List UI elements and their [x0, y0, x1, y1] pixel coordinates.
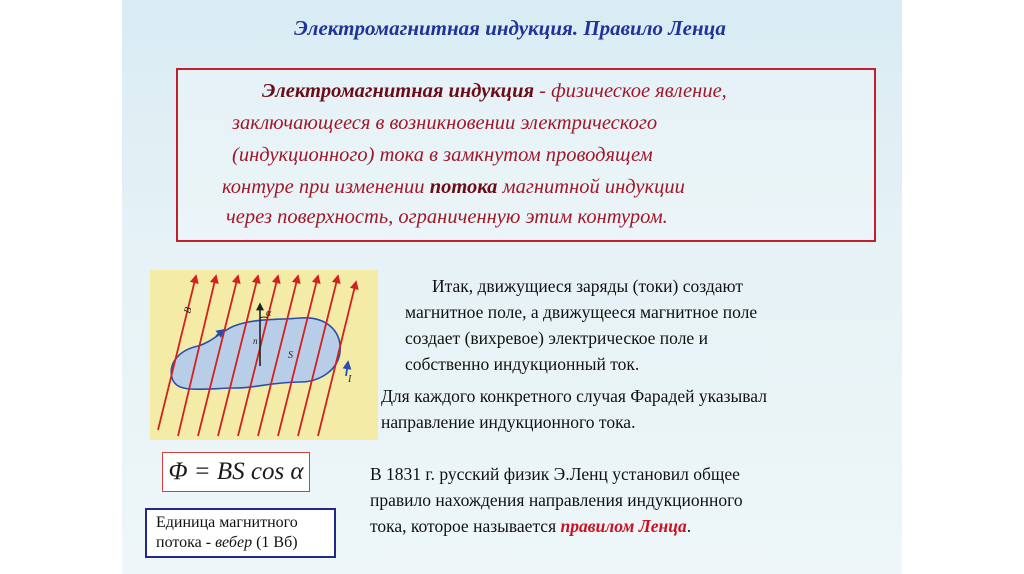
definition-flux-word: потока: [429, 176, 498, 198]
label-i: I: [348, 374, 352, 385]
paragraph3-line-3-post: .: [686, 516, 692, 536]
definition-line-3: (индукционного) тока в замкнутом проводящем: [232, 144, 653, 166]
slide-title: Электромагнитная индукция. Правило Ленца: [294, 16, 726, 40]
flux-diagram-svg: [150, 270, 378, 440]
paragraph1-line-2: магнитное поле, а движущееся магнитное поле: [405, 302, 758, 322]
conducting-loop: [171, 318, 340, 389]
paragraph1-line-3: создает (вихревое) электрическое поле и: [405, 328, 708, 348]
paragraph3-line-1: В 1831 г. русский физик Э.Ленц установил общее: [370, 464, 740, 484]
paragraph3-line-3: [370, 516, 691, 537]
label-n: n: [253, 336, 258, 346]
definition-dash: -: [534, 80, 552, 102]
paragraph3-line-3-pre: тока, которое называется: [370, 516, 561, 536]
definition-line-4-pre: контуре при изменении: [222, 176, 430, 198]
flux-diagram: [150, 270, 378, 440]
flux-formula: Φ = BS cos α: [162, 452, 310, 492]
paragraph1-line-4: собственно индукционный ток.: [405, 354, 640, 374]
label-alpha: α: [266, 308, 272, 319]
unit-line-2: [156, 534, 298, 551]
definition-line-4: [222, 176, 685, 199]
definition-line-1: [262, 80, 727, 103]
unit-box: [145, 508, 336, 558]
paragraph1-line-1: Итак, движущиеся заряды (токи) создают: [432, 276, 743, 296]
paragraph2-line-1: Для каждого конкретного случая Фарадей указывал: [381, 386, 767, 406]
label-b: B: [182, 306, 195, 315]
unit-line-2-post: (1 Вб): [252, 534, 298, 551]
unit-weber: вебер: [215, 534, 253, 551]
definition-line-5: через поверхность, ограниченную этим контуром.: [226, 206, 668, 228]
definition-line-2: заключающееся в возникновении электрического: [232, 112, 658, 134]
label-s: S: [288, 350, 293, 361]
unit-line-1: Единица магнитного: [156, 514, 298, 531]
lenz-rule-term: правилом Ленца: [560, 516, 687, 536]
definition-term: Электромагнитная индукция: [262, 80, 535, 102]
unit-line-2-pre: потока -: [156, 534, 216, 551]
paragraph3-line-2: правило нахождения направления индукционного: [370, 490, 743, 510]
definition-line-1-rest: физическое явление,: [551, 80, 727, 102]
paragraph2-line-2: направление индукционного тока.: [381, 412, 636, 432]
definition-line-4-post: магнитной индукции: [497, 176, 685, 198]
